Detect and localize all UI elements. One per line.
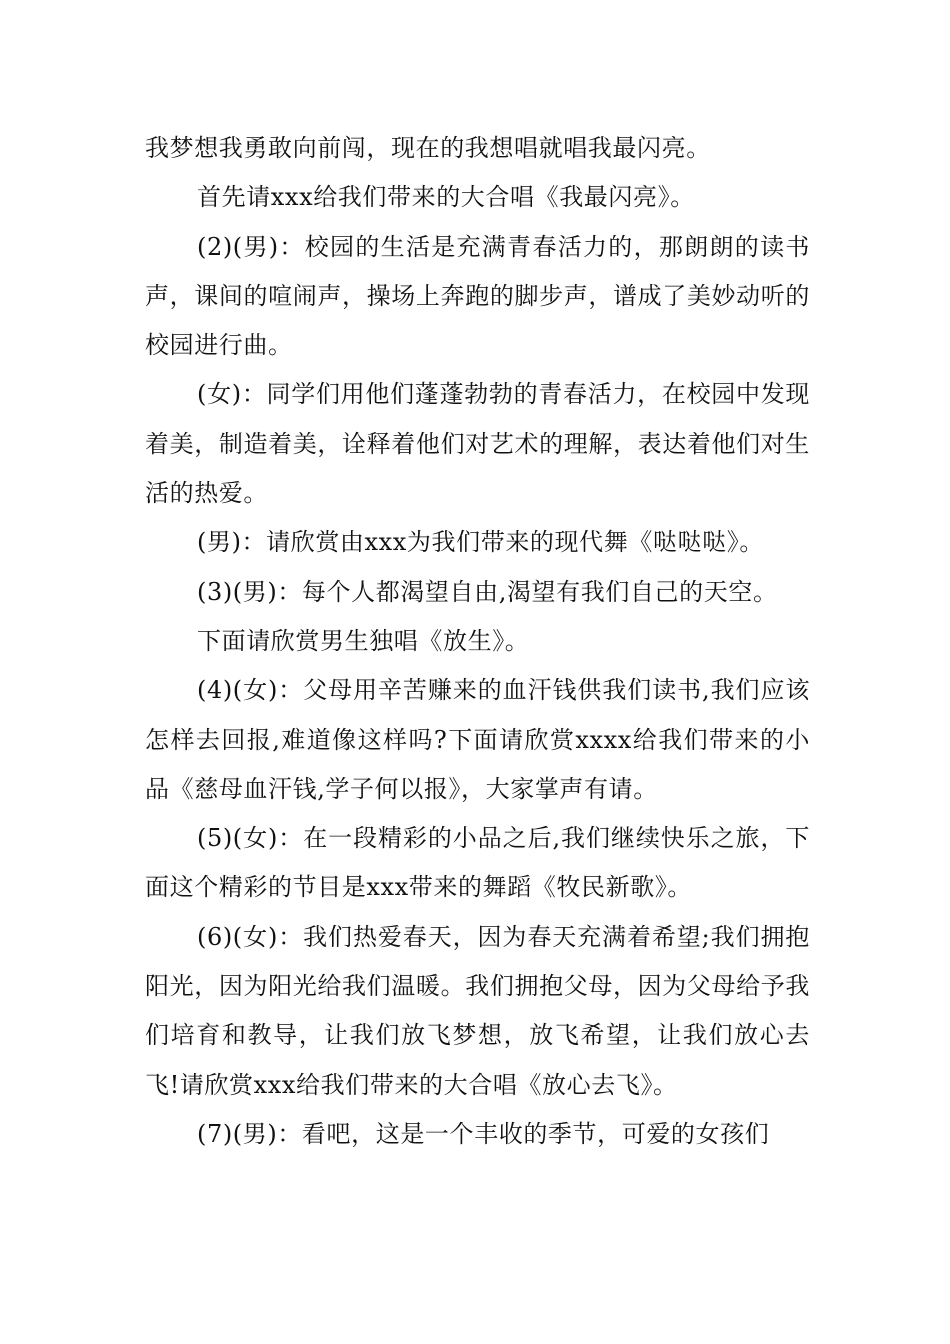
- paragraph: (3)(男)：每个人都渴望自由,渴望有我们自己的天空。: [197, 577, 778, 606]
- paragraph: 首先请xxx给我们带来的大合唱《我最闪亮》。: [197, 183, 695, 212]
- paragraph: (男)：请欣赏由xxx为我们带来的现代舞《哒哒哒》。: [197, 528, 764, 557]
- body-text: [145, 124, 810, 1159]
- paragraph: (7)(男)：看吧，这是一个丰收的季节，可爱的女孩们: [197, 1119, 770, 1148]
- paragraph: (2)(男)：校园的生活是充满青春活力的，那朗朗的读书声，课间的喧闹声，操场上奔跑的脚步声，谱成了美妙动听的校园进行曲。: [145, 232, 810, 360]
- paragraph: (6)(女)：我们热爱春天，因为春天充满着希望;我们拥抱阳光，因为阳光给我们温暖。我们拥抱父母，因为父母给予我们培育和教导，让我们放飞梦想，放飞希望，让我们放心去飞!请欣赏xxx给我们带来的大合唱《放心去飞》。: [145, 922, 810, 1099]
- paragraph: (女)：同学们用他们蓬蓬勃勃的青春活力，在校园中发现着美，制造着美，诠释着他们对艺术的理解，表达着他们对生活的热爱。: [145, 380, 810, 508]
- paragraph: (5)(女)：在一段精彩的小品之后,我们继续快乐之旅，下面这个精彩的节目是xxx带来的舞蹈《牧民新歌》。: [145, 824, 810, 902]
- paragraph: (4)(女)：父母用辛苦赚来的血汗钱供我们读书,我们应该怎样去回报,难道像这样吗?下面请欣赏xxxx给我们带来的小品《慈母血汗钱,学子何以报》，大家掌声有请。: [145, 676, 810, 803]
- paragraph: 我梦想我勇敢向前闯，现在的我想唱就唱我最闪亮。: [145, 134, 711, 162]
- paragraph: 下面请欣赏男生独唱《放生》。: [197, 626, 530, 655]
